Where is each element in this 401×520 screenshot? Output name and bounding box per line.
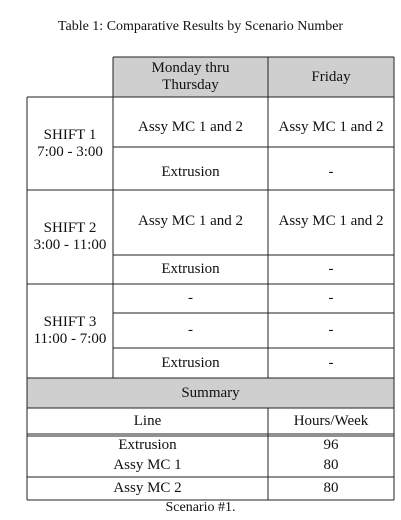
shift-3-row-2-mon-thu: - xyxy=(188,322,193,338)
summary-col-hours: Hours/Week xyxy=(293,412,369,429)
table-caption: Table 1: Comparative Results by Scenario Number xyxy=(57,19,344,34)
summary-row-1-hours: 96 xyxy=(323,437,339,453)
shift-3-row-1-friday: - xyxy=(328,290,334,306)
shift-3-name: SHIFT 3 xyxy=(43,314,97,330)
shift-3-time: 11:00 - 7:00 xyxy=(33,331,107,347)
shift-3-row-3-mon-thu: Extrusion xyxy=(161,354,220,371)
header-mon-thu: Monday thru Thursday xyxy=(151,60,230,93)
shift-1-time: 7:00 - 3:00 xyxy=(37,143,103,160)
shift-2-row-1-friday: Assy MC 1 and 2 xyxy=(278,212,384,229)
shift-2-row-1-mon-thu: Assy MC 1 and 2 xyxy=(137,212,243,229)
summary-row-1-line: Extrusion xyxy=(118,437,177,453)
summary-row-2-hours: 80 xyxy=(323,457,339,473)
shift-2-name: SHIFT 2 xyxy=(43,220,97,236)
header-friday: Friday xyxy=(311,68,351,85)
shift-3-row-2-friday: - xyxy=(328,322,334,338)
shift-2-row-2-friday: - xyxy=(328,261,334,277)
shift-2-time: 3:00 - 11:00 xyxy=(33,237,107,253)
summary-col-line: Line xyxy=(133,412,162,429)
summary-row-3-line: Assy MC 2 xyxy=(113,480,182,496)
table-footer: Scenario #1. xyxy=(165,500,236,515)
shift-1-row-1-mon-thu: Assy MC 1 and 2 xyxy=(137,118,243,135)
summary-row-2-line: Assy MC 1 xyxy=(113,457,182,473)
shift-1-row-2-mon-thu: Extrusion xyxy=(161,163,220,180)
shift-1-row-2-friday: - xyxy=(328,163,334,180)
shift-3-row-1-mon-thu: - xyxy=(188,290,193,306)
shift-1-row-1-friday: Assy MC 1 and 2 xyxy=(278,118,384,135)
shift-1-name: SHIFT 1 xyxy=(43,126,97,143)
summary-row-3-hours: 80 xyxy=(323,480,339,496)
shift-2-row-2-mon-thu: Extrusion xyxy=(161,261,220,277)
summary-title: Summary xyxy=(181,384,240,401)
shift-3-row-3-friday: - xyxy=(328,354,334,371)
